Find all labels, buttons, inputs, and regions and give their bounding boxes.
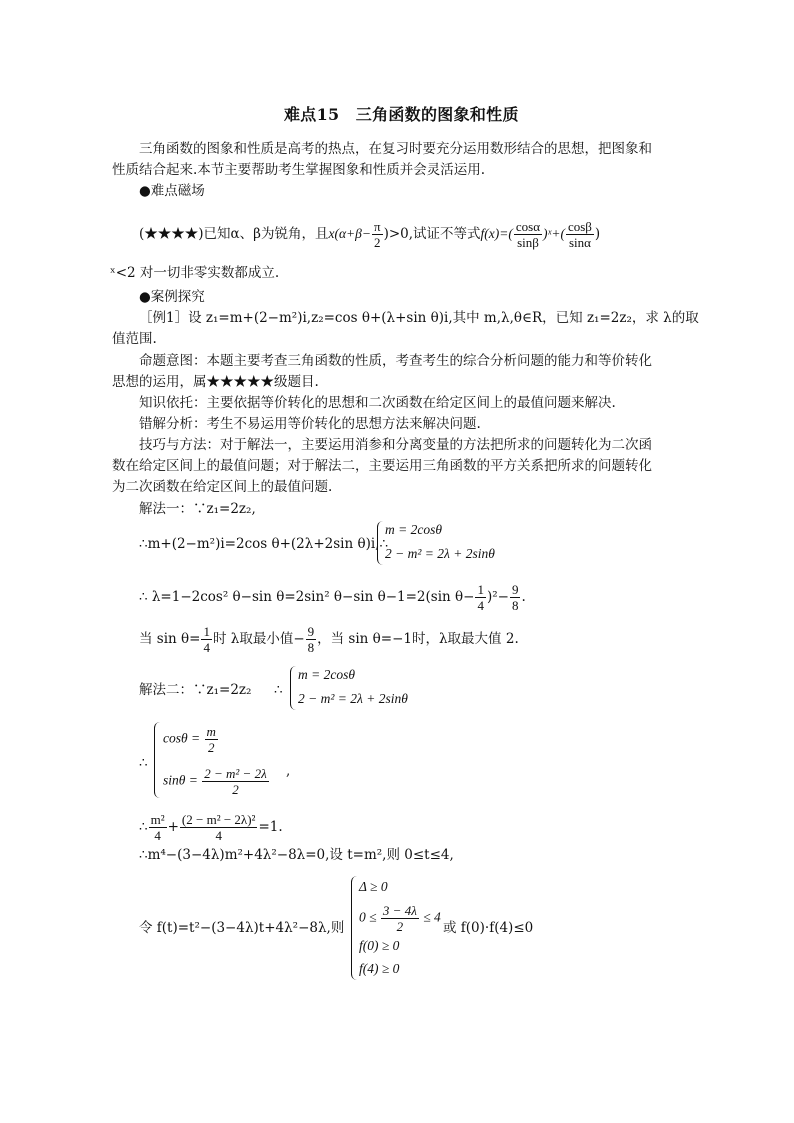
system-brace-4: [351, 876, 358, 980]
one-quarter: $\frac{1}{4}$: [477, 582, 484, 613]
example-line-2: 值范围.: [112, 331, 157, 347]
section-heading-cases: ●案例探究: [139, 289, 205, 305]
sin-theta-fraction: $\frac{\text{2 − m² − 2λ}}{2}$: [204, 766, 267, 797]
condition-axis: 0 ≤ $\frac{3 - 4\lambda}{2}$ ≤ 4: [359, 903, 441, 934]
problem-prefix: (★★★★)已知: [139, 226, 231, 242]
condition-f0: f(0) ≥ 0: [359, 938, 400, 953]
intent-line-2: 思想的运用，属★★★★★级题目.: [112, 374, 319, 390]
alternative-condition: 或 f(0)·f(4)≤0: [443, 920, 534, 936]
method-line-1: 技巧与方法：对于解法一，主要运用消参和分离变量的方法把所求的问题转化为二次函: [139, 437, 652, 453]
problem-condition-end: )>0,试证不等式: [383, 226, 481, 242]
sin-theta-eq: sinθ = $\frac{\text{2 − m² − 2λ}}{2}$: [163, 766, 267, 797]
nine-eighths-2: $\frac{9}{8}$: [307, 624, 315, 655]
solution2-head: 解法二：∵z₁=2z₂: [139, 682, 252, 698]
intent-line-1: 命题意图：本题主要考查三角函数的性质，考查考生的综合分析问题的能力和等价转化: [139, 353, 652, 369]
one-quarter-2: $\frac{1}{4}$: [203, 624, 210, 655]
solution1-equation: ∴m+(2−m²)i=2cos θ+(2λ+2sin θ)i,∴: [139, 536, 389, 552]
sin-squared-term: $\frac{\text{(2 − m² − 2λ)²}}{4}$: [181, 812, 256, 843]
system1-line-a: m = 2cosθ: [385, 522, 442, 537]
lambda-expression: ∴ λ=1−2cos² θ−sin θ=2sin² θ−sin θ−1=2(sin θ− $\frac{1}{4}$ )²− $\frac{9}{8}$ .: [139, 582, 526, 613]
pi-over-two: $\frac{\pi}{2}$: [374, 219, 381, 250]
squares-sum: ∴ $\frac{\text{m²}}{4}$ + $\frac{\text{(2 − m² − 2λ)²}}{4}$ =1.: [139, 812, 283, 843]
axis-fraction: $\frac{3 - 4\lambda}{2}$: [382, 903, 417, 934]
system-brace-2: [290, 666, 297, 710]
problem-statement: (★★★★)已知α、β为锐角，且x(α+β− $\frac{\pi}{2}$ )>0,试证不等式f(x)=( $\frac{\cos\alpha}{\sin\beta}$ )ˣ+( $\frac{\cos\beta}{\sin\alpha}$ ): [139, 219, 601, 250]
therefore-symbol-2: ∴: [139, 755, 148, 771]
comma: ,: [286, 763, 291, 779]
problem-line-2: ˣ<2 对一切非零实数都成立.: [110, 265, 280, 281]
problem-condition: x(α+β−: [328, 226, 371, 241]
cos-beta-over-sin-alpha: $\frac{\cos\beta}{\sin\alpha}$: [567, 219, 592, 250]
example-line-1: ［例1］设 z₁=m+(2−m²)i,z₂=cos θ+(λ+sin θ)i,其中 m,λ,θ∈R，已知 z₁=2z₂，求 λ的取: [139, 310, 699, 326]
system1-line-b: 2 − m² = 2λ + 2sinθ: [385, 546, 495, 561]
system2-line-b: 2 − m² = 2λ + 2sinθ: [298, 691, 408, 706]
quartic-equation: ∴m⁴−(3−4λ)m²+4λ²−8λ=0,设 t=m²,则 0≤t≤4,: [139, 847, 454, 863]
let-f-of-t: 令 f(t)=t²−(3−4λ)t+4λ²−8λ,则: [139, 920, 345, 936]
system-brace-1: [377, 521, 384, 565]
solution1-head: 解法一：∵z₁=2z₂,: [139, 501, 256, 517]
cos-alpha-over-sin-beta: $\frac{\cos\alpha}{\sin\beta}$: [515, 219, 541, 250]
plus-term: )ˣ+(: [543, 226, 565, 241]
cos-theta-eq: cosθ = $\frac{m}{2}$: [163, 724, 216, 755]
section-heading-magnetic: ●难点磁场: [139, 183, 205, 199]
therefore-symbol: ∴: [274, 682, 283, 698]
problem-angles: α、β为锐角，且: [230, 226, 329, 242]
intro-line-2: 性质结合起来.本节主要帮助考生掌握图象和性质并会灵活运用.: [112, 162, 486, 178]
page-title: 难点15 三角函数的图象和性质: [284, 105, 519, 124]
knowledge-basis: 知识依托：主要依据等价转化的思想和二次函数在给定区间上的最值问题来解决.: [139, 395, 616, 411]
fx-label: f(x)=(: [480, 226, 513, 241]
mistake-analysis: 错解分析：考生不易运用等价转化的思想方法来解决问题.: [139, 416, 481, 432]
system2-line-a: m = 2cosθ: [298, 667, 355, 682]
method-line-2: 数在给定区间上的最值问题；对于解法二，主要运用三角函数的平方关系把所求的问题转化: [112, 458, 652, 474]
system-brace-3: [154, 722, 161, 798]
method-line-3: 为二次函数在给定区间上的最值问题.: [112, 479, 333, 495]
nine-eighths: $\frac{9}{8}$: [511, 582, 519, 613]
extrema-line: 当 sin θ= $\frac{1}{4}$ 时 λ取最小值− $\frac{9}{8}$ ，当 sin θ=−1时，λ取最大值 2.: [139, 624, 519, 655]
m-squared-over-four: $\frac{\text{m²}}{4}$: [150, 812, 165, 843]
m-over-two: $\frac{m}{2}$: [206, 724, 216, 755]
condition-f4: f(4) ≥ 0: [359, 961, 400, 976]
condition-discriminant: Δ ≥ 0: [359, 879, 388, 894]
intro-line-1: 三角函数的图象和性质是高考的热点，在复习时要充分运用数形结合的思想，把图象和: [139, 141, 652, 157]
